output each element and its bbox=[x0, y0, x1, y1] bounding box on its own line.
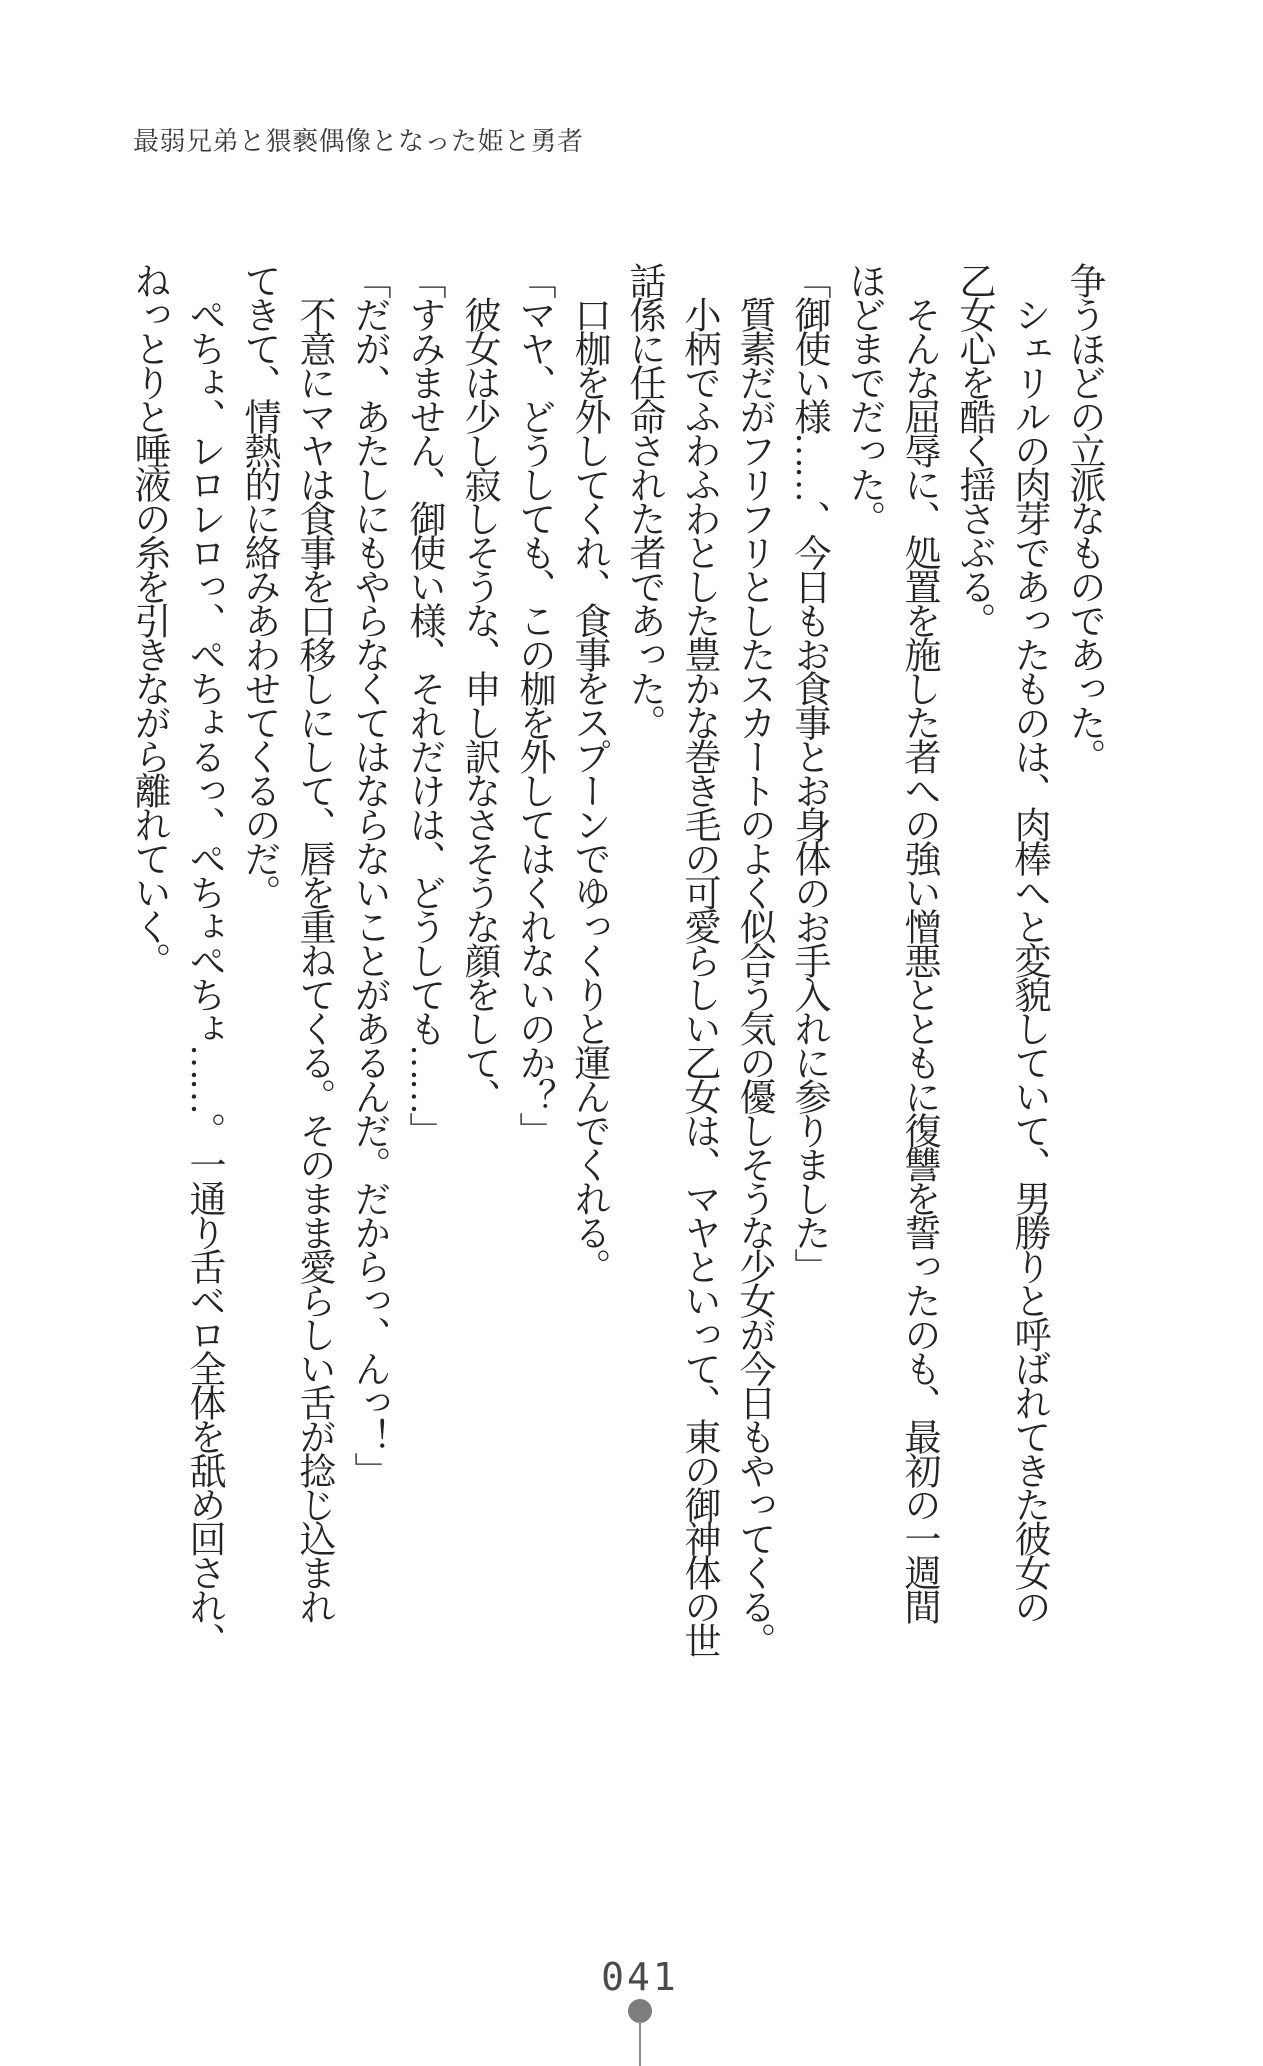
text-line: ねっとりと唾液の糸を引きながら離れていく。 bbox=[128, 262, 169, 976]
text-line: 質素だがフリフリとしたスカートのよく似合う気の優しそうな少女が今日もやってくる。 bbox=[733, 262, 774, 1656]
text-line: 「御使い様……、今日もお食事とお身体のお手入れに参りました」 bbox=[788, 262, 829, 1282]
text-line: 「すみません、御使い様、それだけは、どうしても……」 bbox=[403, 262, 444, 1146]
text-line: 「マヤ、どうしても、この枷を外してはくれないのか？」 bbox=[513, 262, 554, 1146]
body-text bbox=[121, 262, 1111, 1662]
text-line: 争うほどの立派なものであった。 bbox=[1063, 262, 1104, 772]
text-line: シェリルの肉芽であったものは、肉棒へと変貌していて、男勝りと呼ばれてきた彼女の bbox=[1008, 262, 1049, 1622]
footer-dot-ornament bbox=[628, 1999, 652, 2023]
text-line: 「だが、あたしにもやらなくてはならないことがあるんだ。だからっ、んっ！」 bbox=[348, 262, 389, 1486]
page-number: 041 bbox=[601, 1955, 679, 1999]
text-line: てきて、情熱的に絡みあわせてくるのだ。 bbox=[238, 262, 279, 908]
text-line: 乙女心を酷く揺さぶる。 bbox=[953, 262, 994, 636]
text-line: そんな屈辱に、処置を施した者への強い憎悪とともに復讐を誓ったのも、最初の一週間 bbox=[898, 262, 939, 1622]
running-header-title: 最弱兄弟と猥褻偶像となった姫と勇者 bbox=[133, 127, 584, 156]
text-line: 口枷を外してくれ、食事をスプーンでゆっくりと運んでくれる。 bbox=[568, 262, 609, 1282]
text-line: 不意にマヤは食事を口移しにして、唇を重ねてくる。そのまま愛らしい舌が捻じ込まれ bbox=[293, 262, 334, 1622]
footer-line-ornament bbox=[639, 2021, 641, 2066]
text-line: 話係に任命された者であった。 bbox=[623, 262, 664, 738]
text-line: 彼女は少し寂しそうな、申し訳なさそうな顔をして、 bbox=[458, 262, 499, 1112]
text-line: ほどまでだった。 bbox=[843, 262, 884, 534]
text-line: ぺちょ、レロレロっ、ぺちょるっ、ぺちょぺちょ……。一通り舌ベロ全体を舐め回され、 bbox=[183, 262, 224, 1656]
text-line: 小柄でふわふわとした豊かな巻き毛の可愛らしい乙女は、マヤといって、東の御神体の世 bbox=[678, 262, 719, 1656]
